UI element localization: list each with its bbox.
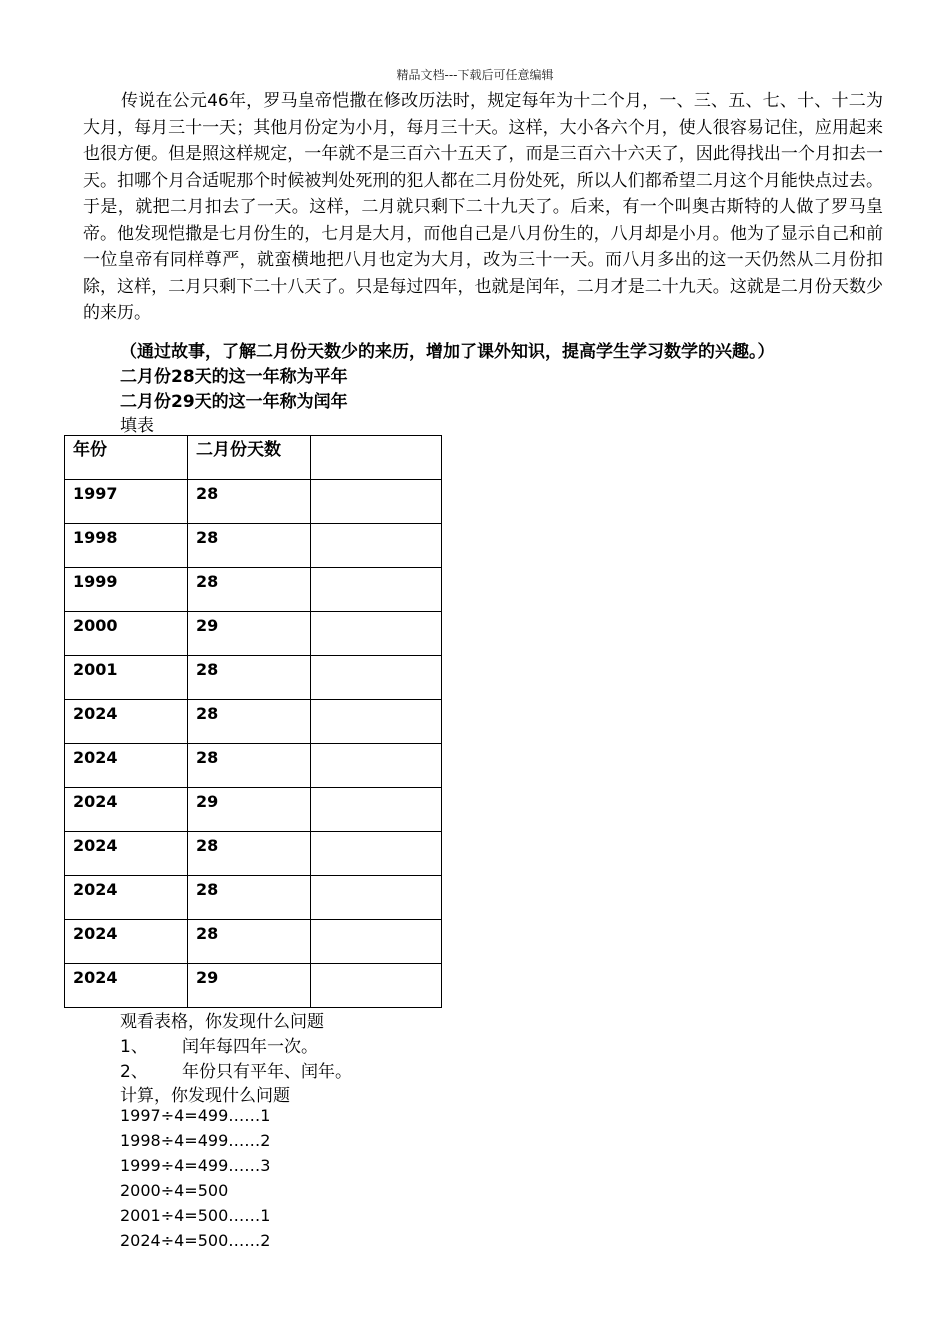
blank-cell[interactable] bbox=[311, 788, 442, 832]
page-header: 精品文档---下载后可任意编辑 bbox=[396, 68, 554, 82]
table-row bbox=[65, 788, 442, 832]
year-cell: 1998 bbox=[65, 524, 188, 568]
header-feb-days: 二月份天数 bbox=[188, 436, 311, 480]
table-row bbox=[65, 744, 442, 788]
blank-cell[interactable] bbox=[311, 568, 442, 612]
common-year-definition: 二月份28天的这一年称为平年 bbox=[120, 367, 348, 387]
header-blank[interactable] bbox=[311, 436, 442, 480]
calc-line: 1999÷4=499……3 bbox=[120, 1156, 271, 1175]
blank-cell[interactable] bbox=[311, 480, 442, 524]
blank-cell[interactable] bbox=[311, 744, 442, 788]
feb-days-cell: 28 bbox=[188, 744, 311, 788]
table-row bbox=[65, 568, 442, 612]
blank-cell[interactable] bbox=[311, 524, 442, 568]
table-row bbox=[65, 524, 442, 568]
feb-days-cell: 28 bbox=[188, 480, 311, 524]
calc-question: 计算，你发现什么问题 bbox=[120, 1086, 290, 1106]
feb-days-cell: 29 bbox=[188, 788, 311, 832]
feb-days-cell: 28 bbox=[188, 832, 311, 876]
feb-days-cell: 29 bbox=[188, 964, 311, 1008]
story-paragraph: 传说在公元46年，罗马皇帝恺撒在修改历法时，规定每年为十二个月，一、三、五、七、十、十二为大月，每月三十一天；其他月份定为小月，每月三十天。这样，大小各六个月，使人很容易记住，应用起来也很方便。但是照这样规定，一年就不是三百六十五天了，而是三百六十六天了，因此得找出一个月扣去一天。扣哪个月合适呢那个时候被判处死刑的犯人都在二月份处死，所以人们都希望二月这个月能快点过去。于是，就把二月扣去了一天。这样，二月就只剩下二十九天了。后来，有一个叫奥古斯特的人做了罗马皇帝。他发现恺撒是七月份生的，七月是大月，而他自己是八月份生的，八月却是小月。他为了显示自己和前一位皇帝有同样尊严，就蛮横地把八月也定为大月，改为三十一天。而八月多出的这一天仍然从二月份扣除，这样，二月只剩下二十八天了。只是每过四年，也就是闰年，二月才是二十九天。这就是二月份天数少的来历。 bbox=[83, 91, 883, 323]
leap-year-definition: 二月份29天的这一年称为闰年 bbox=[120, 392, 348, 412]
year-days-table bbox=[64, 435, 442, 1008]
year-cell: 2000 bbox=[65, 612, 188, 656]
fill-table-title: 填表 bbox=[120, 416, 154, 436]
blank-cell[interactable] bbox=[311, 964, 442, 1008]
table-row bbox=[65, 920, 442, 964]
feb-days-cell: 28 bbox=[188, 568, 311, 612]
finding-text: 闰年每四年一次。 bbox=[182, 1037, 318, 1057]
year-cell: 2024 bbox=[65, 700, 188, 744]
blank-cell[interactable] bbox=[311, 876, 442, 920]
feb-days-cell: 28 bbox=[188, 524, 311, 568]
table-row bbox=[65, 656, 442, 700]
table-header-row bbox=[65, 436, 442, 480]
year-cell: 1999 bbox=[65, 568, 188, 612]
year-cell: 2024 bbox=[65, 964, 188, 1008]
feb-days-cell: 28 bbox=[188, 876, 311, 920]
year-cell: 2001 bbox=[65, 656, 188, 700]
table-row bbox=[65, 876, 442, 920]
calc-line: 1998÷4=499……2 bbox=[120, 1131, 271, 1150]
finding-number: 2、 bbox=[120, 1062, 148, 1082]
header-year: 年份 bbox=[65, 436, 188, 480]
year-cell: 2024 bbox=[65, 920, 188, 964]
table-row bbox=[65, 832, 442, 876]
calc-line: 2024÷4=500……2 bbox=[120, 1231, 271, 1250]
year-cell: 2024 bbox=[65, 832, 188, 876]
finding-item bbox=[120, 1057, 352, 1082]
year-cell: 2024 bbox=[65, 876, 188, 920]
calc-line: 1997÷4=499……1 bbox=[120, 1106, 271, 1125]
feb-days-cell: 28 bbox=[188, 700, 311, 744]
observe-question: 观看表格，你发现什么问题 bbox=[120, 1012, 324, 1032]
finding-number: 1、 bbox=[120, 1037, 148, 1057]
table-row bbox=[65, 612, 442, 656]
table-row bbox=[65, 700, 442, 744]
year-cell: 2024 bbox=[65, 788, 188, 832]
calc-line: 2000÷4=500 bbox=[120, 1181, 229, 1200]
feb-days-cell: 28 bbox=[188, 920, 311, 964]
blank-cell[interactable] bbox=[311, 920, 442, 964]
blank-cell[interactable] bbox=[311, 656, 442, 700]
table-row bbox=[65, 480, 442, 524]
calc-line: 2001÷4=500……1 bbox=[120, 1206, 271, 1225]
blank-cell[interactable] bbox=[311, 832, 442, 876]
finding-item bbox=[120, 1032, 318, 1057]
blank-cell[interactable] bbox=[311, 612, 442, 656]
finding-text: 年份只有平年、闰年。 bbox=[182, 1062, 352, 1082]
feb-days-cell: 29 bbox=[188, 612, 311, 656]
note-line: （通过故事，了解二月份天数少的来历，增加了课外知识，提高学生学习数学的兴趣。） bbox=[120, 342, 775, 362]
blank-cell[interactable] bbox=[311, 700, 442, 744]
year-cell: 1997 bbox=[65, 480, 188, 524]
table-row bbox=[65, 964, 442, 1008]
year-cell: 2024 bbox=[65, 744, 188, 788]
feb-days-cell: 28 bbox=[188, 656, 311, 700]
